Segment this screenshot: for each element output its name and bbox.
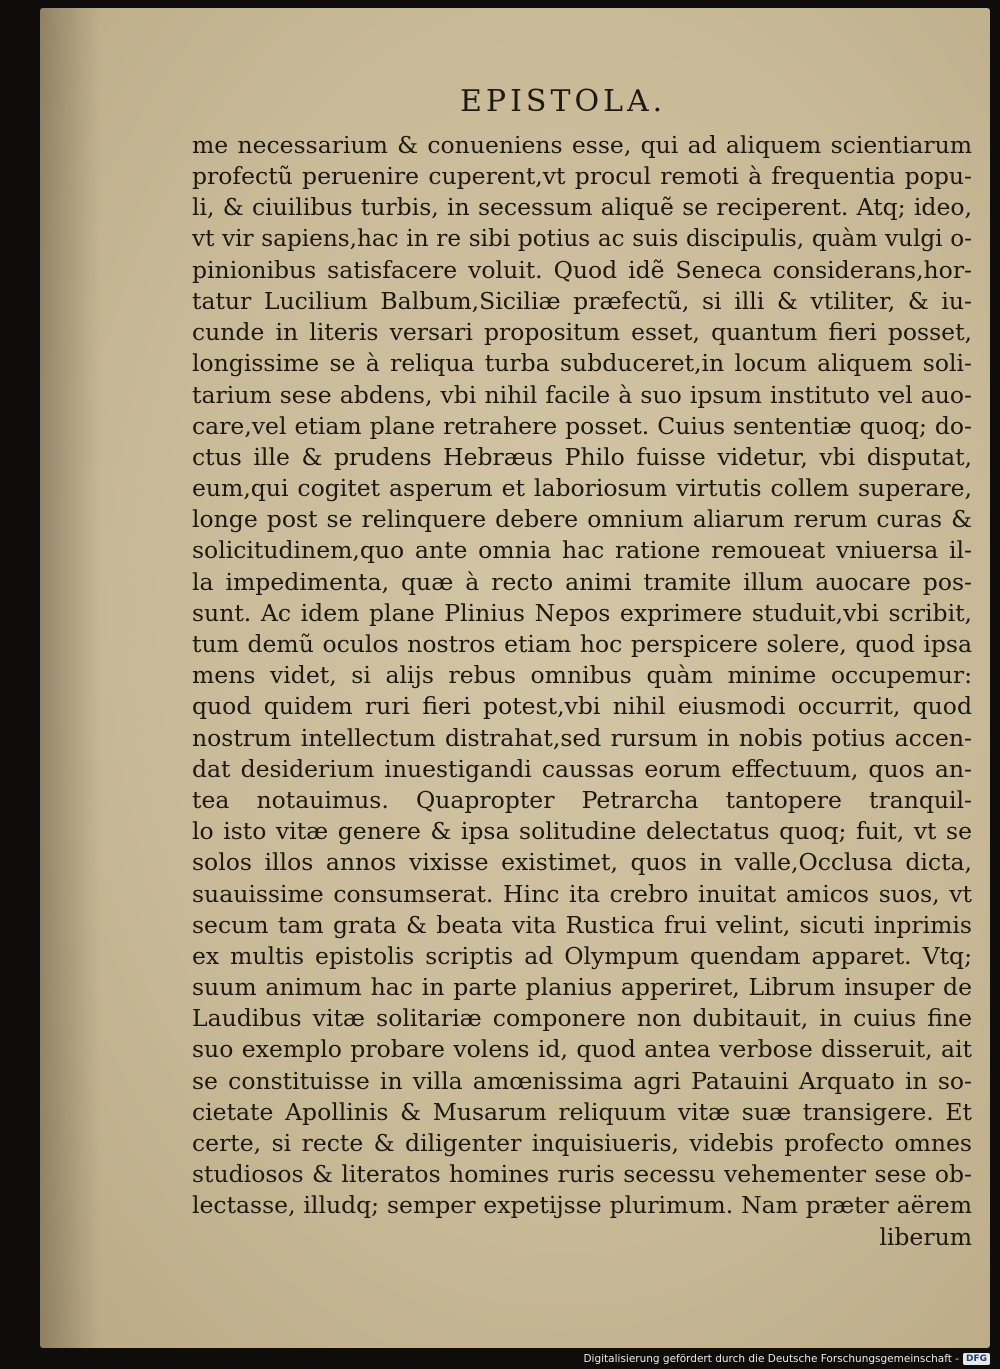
text-line: secum tam grata & beata vita Rustica frui velint, sicuti inprimis	[192, 910, 972, 939]
text-line: solos illos annos vixisse existimet, quos in valle,Occlusa dicta,	[192, 848, 972, 877]
text-line: Laudibus vitæ solitariæ componere non dubitauit, in cuius fine	[192, 1004, 972, 1033]
text-line: tea notauimus. Quapropter Petrarcha tantopere tranquil-	[192, 785, 972, 814]
text-line: ex multis epistolis scriptis ad Olympum quendam apparet. Vtq;	[192, 941, 972, 970]
digitization-credit	[583, 1353, 990, 1365]
credit-text: Digitalisierung gefördert durch die Deutsche Forschungsgemeinschaft -	[583, 1353, 959, 1365]
text-line: pinionibus satisfacere voluit. Quod idẽ Seneca considerans,hor-	[192, 255, 972, 284]
text-line: tatur Lucilium Balbum,Siciliæ præfectũ, si illi & vtiliter, & iu-	[192, 286, 972, 315]
text-line: lo isto vitæ genere & ipsa solitudine delectatus quoq; fuit, vt se	[192, 817, 972, 846]
text-line: dat desiderium inuestigandi caussas eorum effectuum, quos an-	[192, 754, 972, 783]
text-line: studiosos & literatos homines ruris secessu vehementer sese ob-	[192, 1160, 972, 1189]
text-line: mens videt, si alijs rebus omnibus quàm minime occupemur:	[192, 661, 972, 690]
text-line: solicitudinem,quo ante omnia hac ratione remoueat vniuersa il-	[192, 536, 972, 565]
text-line: li, & ciuilibus turbis, in secessum aliquẽ se reciperent. Atq; ideo,	[192, 193, 972, 222]
text-line: sunt. Ac idem plane Plinius Nepos exprimere studuit,vbi scribit,	[192, 598, 972, 627]
text-line: suauissime consumserat. Hinc ita crebro inuitat amicos suos, vt	[192, 879, 972, 908]
body-text	[192, 130, 972, 1253]
running-head: EPISTOLA.	[460, 84, 667, 119]
text-line: suum animum hac in parte planius apperiret, Librum insuper de	[192, 973, 972, 1002]
text-line: vt vir sapiens,hac in re sibi potius ac suis discipulis, quàm vulgi o-	[192, 225, 972, 252]
text-line: me necessarium & conueniens esse, qui ad aliquem scientiarum	[192, 131, 972, 159]
text-line: se constituisse in villa amœnissima agri Patauini Arquato in so-	[192, 1066, 972, 1095]
text-line: care,vel etiam plane retrahere posset. Cuius sententiæ quoq; do-	[192, 411, 972, 440]
text-line: tum demũ oculos nostros etiam hoc perspicere solere, quod ipsa	[192, 630, 972, 658]
text-line: la impedimenta, quæ à recto animi tramite illum auocare pos-	[192, 567, 972, 596]
text-line: liberum	[879, 1222, 972, 1251]
text-line: cunde in literis versari propositum esset, quantum fieri posset,	[192, 318, 972, 347]
text-line: suo exemplo probare volens id, quod antea verbose disseruit, ait	[192, 1035, 972, 1064]
text-line: cietate Apollinis & Musarum reliquum vitæ suæ transigere. Et	[192, 1097, 972, 1126]
text-line: longissime se à reliqua turba subduceret,in locum aliquem soli-	[192, 349, 972, 378]
text-line: nostrum intellectum distrahat,sed rursum in nobis potius accen-	[192, 723, 972, 752]
text-line: longe post se relinquere debere omnium aliarum rerum curas &	[192, 505, 972, 534]
dfg-logo: DFG	[963, 1353, 990, 1365]
text-line: profectũ peruenire cuperent,vt procul remoti à frequentia popu-	[192, 162, 972, 191]
text-line: ctus ille & prudens Hebræus Philo fuisse videtur, vbi disputat,	[192, 442, 972, 471]
text-line: eum,qui cogitet asperum et laboriosum virtutis collem superare,	[192, 474, 972, 503]
document-page	[40, 8, 990, 1348]
page-gutter-shadow	[40, 8, 100, 1348]
text-line: certe, si recte & diligenter inquisiueris, videbis profecto omnes	[192, 1129, 972, 1157]
text-line: tarium sese abdens, vbi nihil facile à suo ipsum instituto vel auo-	[192, 380, 972, 409]
text-line: lectasse, illudq; semper expetijsse plurimum. Nam præter aërem	[192, 1191, 972, 1220]
text-line: quod quidem ruri fieri potest,vbi nihil eiusmodi occurrit, quod	[192, 692, 972, 721]
